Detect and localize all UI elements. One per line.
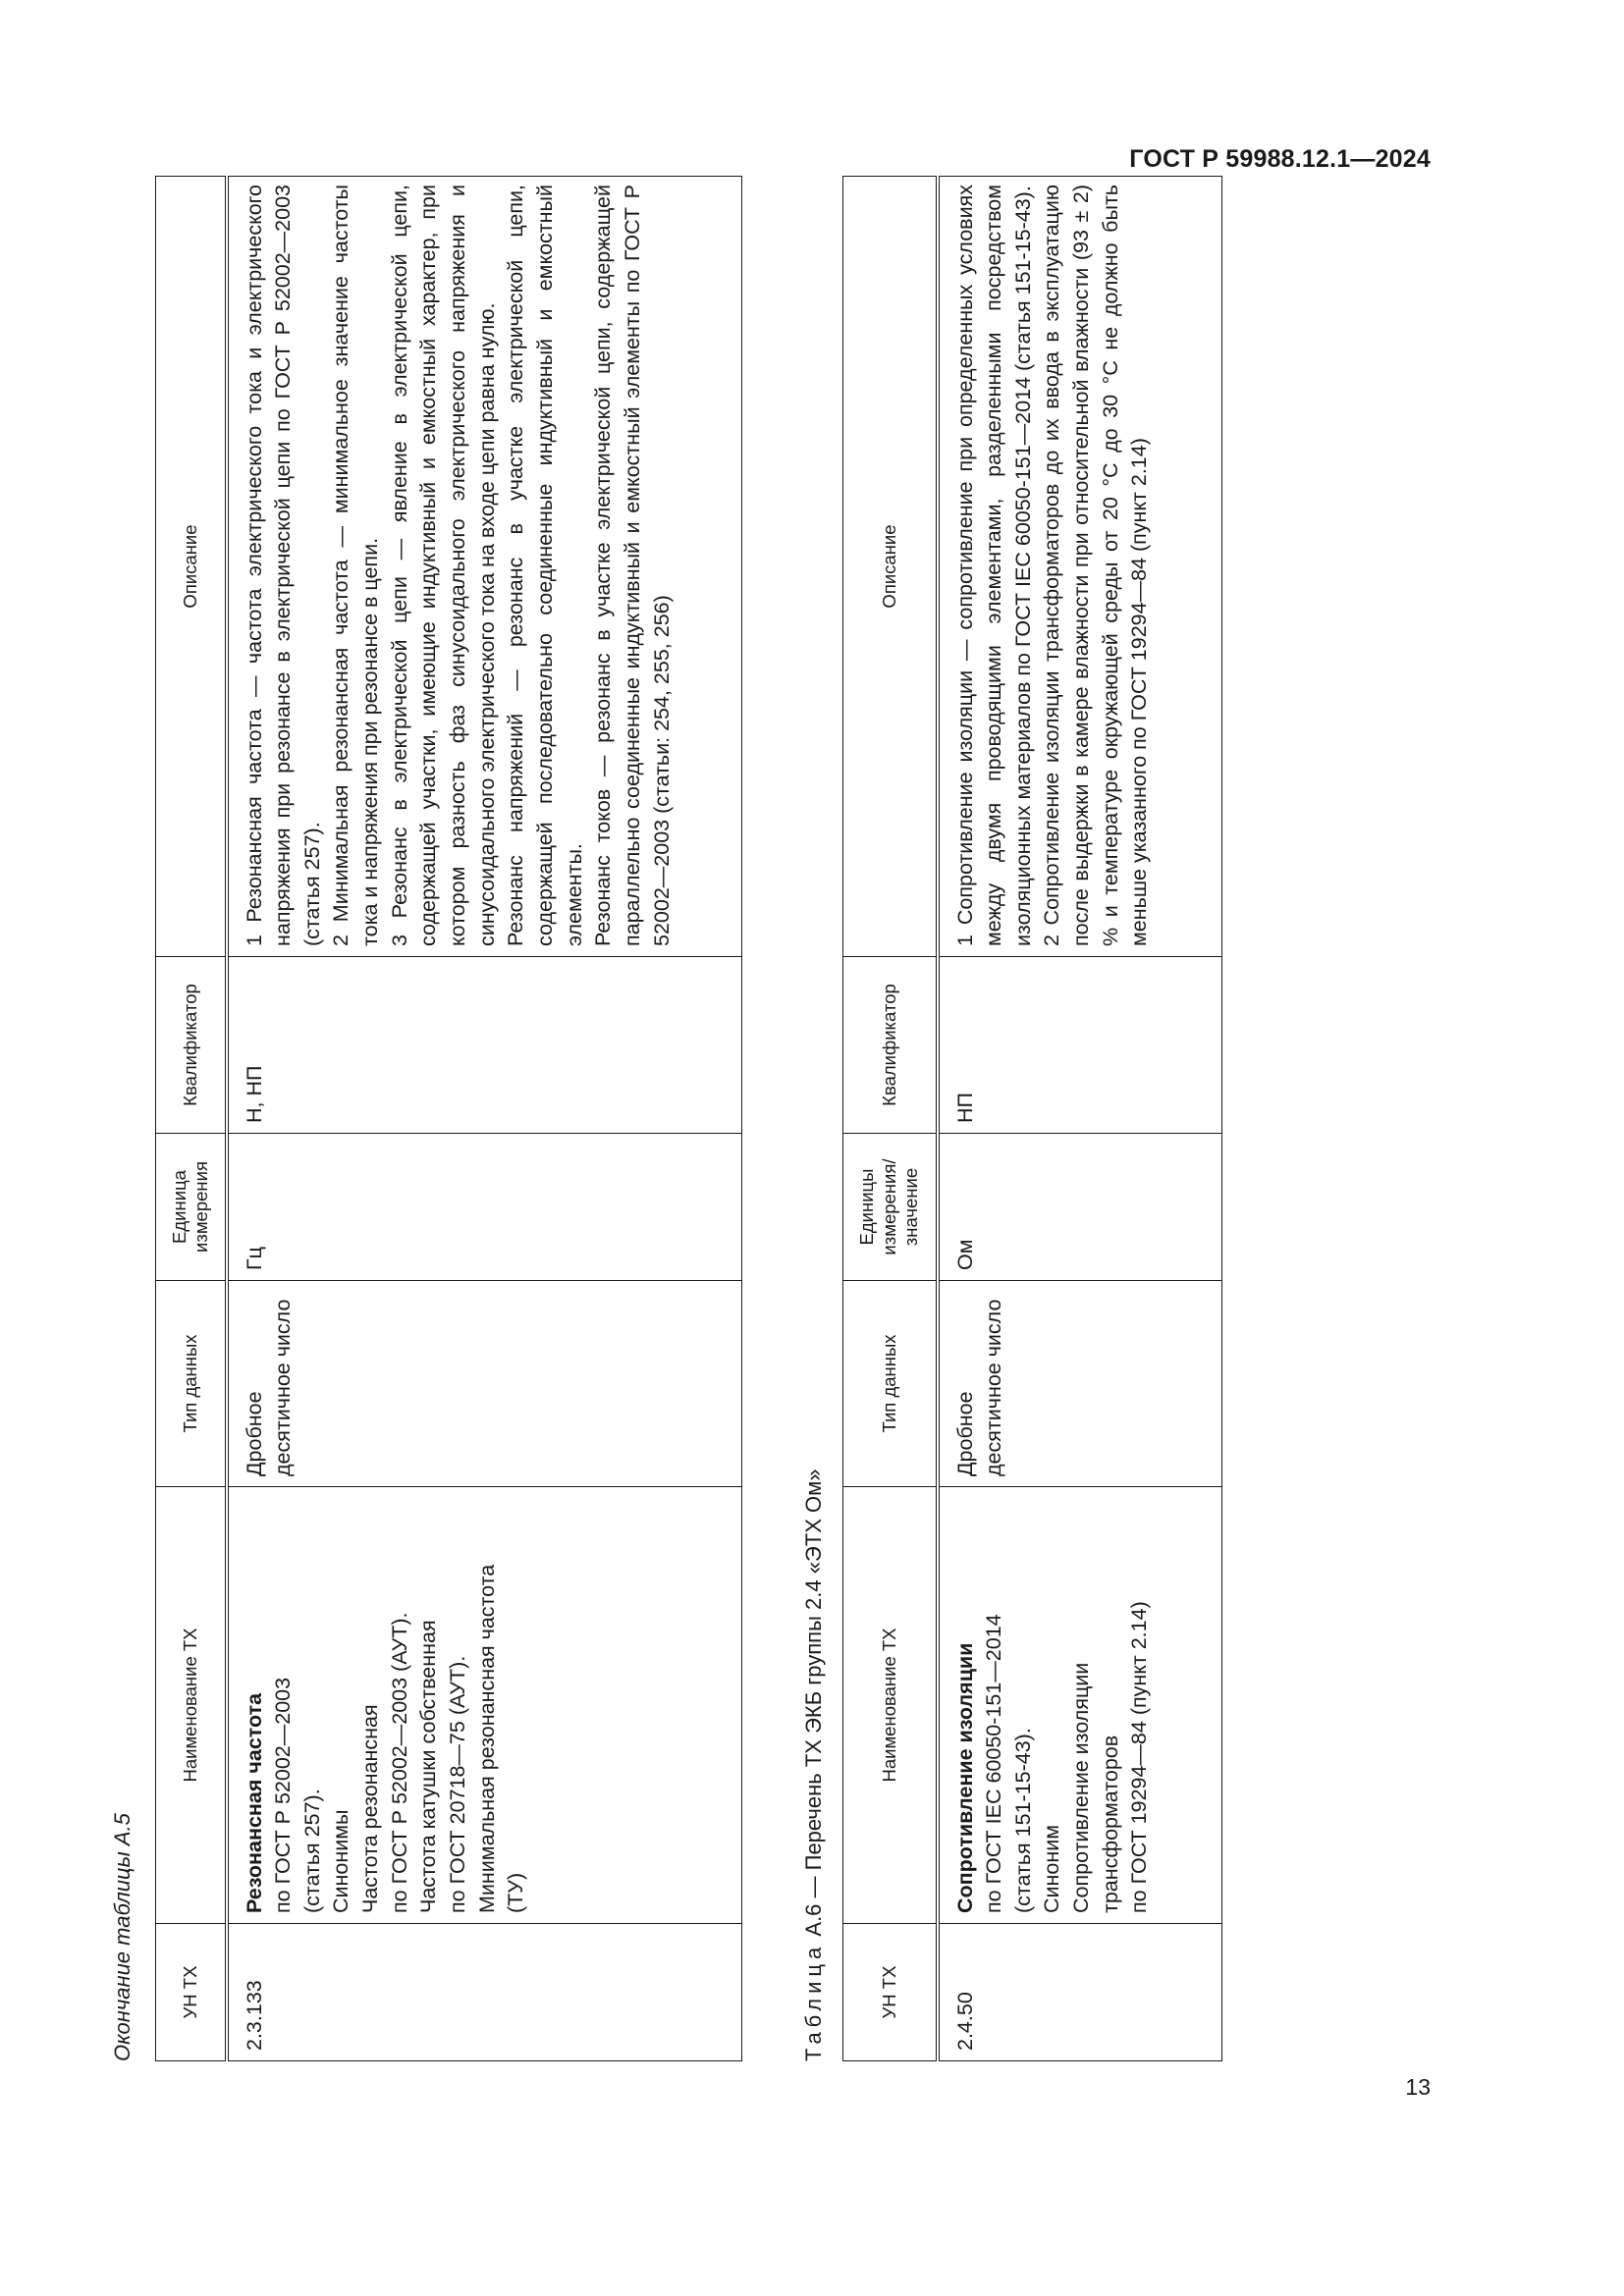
cell-qualifier: Н, НП [227, 957, 742, 1134]
col-header-id: УН ТХ [156, 1924, 227, 2061]
rotated-tables-area [106, 118, 1225, 2061]
table-a6-header-row [843, 177, 938, 2061]
cell-data-type: Дробное десятичное число [227, 1281, 742, 1487]
cell-unit: Гц [227, 1134, 742, 1281]
table-a5-caption: Окончание таблицы А.5 [110, 1813, 135, 2061]
table-row [227, 177, 742, 2061]
name-line: Минимальная резонансная частота [474, 1564, 499, 1913]
col-header-unit: Единица измерения [156, 1134, 227, 1281]
name-line: по ГОСТ IEC 60050-151—2014 [982, 1614, 1006, 1913]
name-line: по ГОСТ Р 52002—2003 [271, 1677, 296, 1913]
description-paragraph: 1 Резонансная частота — частота электрического тока и электрического напряжения при резонансе в электрической цепи по ГОСТ Р 52002—2003 (статья 257). [242, 185, 324, 946]
description-paragraph: 2 Минимальная резонансная частота — минимальное значение частоты тока и напряжения при резонансе в цепи. [329, 185, 383, 946]
name-line: Синоним [1040, 1824, 1064, 1913]
name-line: Частота резонансная [358, 1704, 383, 1913]
name-line: (статья 151-15-43). [1010, 1728, 1035, 1913]
description-paragraph: 3 Резонанс в электрической цепи — явление в электрической цепи, содержащей участки, имеющие индуктивный и емкостный характер, при котором разность фаз синусоидального электрического напряжения и синусоидального электрического тока на входе цепи равна нулю. [387, 185, 499, 946]
col-header-data-type: Тип данных [843, 1281, 938, 1487]
col-header-data-type: Тип данных [156, 1281, 227, 1487]
table-a6 [842, 176, 1222, 2061]
description-paragraph: Резонанс напряжений — резонанс в участке электрической цепи, содержащей последовательно соединенные индуктивный и емкостный элементы. [504, 185, 586, 946]
cell-qualifier: НП [938, 957, 1222, 1134]
name-line: по ГОСТ 19294—84 (пункт 2.14) [1127, 1601, 1152, 1913]
description-paragraph: 1 Сопротивление изоляции — сопротивление при определенных условиях между двумя проводящими элементами, разделенными посредством изоляционных материалов по ГОСТ IEC 60050-151—2014 (статья 151-15-43). [952, 185, 1035, 946]
name-line: трансформаторов [1098, 1735, 1122, 1913]
name-title: Сопротивление изоляции [952, 1642, 977, 1913]
name-line: Сопротивление изоляции [1069, 1662, 1094, 1913]
table-row [938, 177, 1222, 2061]
name-title: Резонансная частота [242, 1692, 266, 1913]
table-a6-caption-text: А.6 — Перечень ТХ ЭКБ группы 2.4 «ЭТХ Ом» [801, 1468, 826, 1937]
table-a5 [155, 176, 742, 2061]
col-header-qualifier: Квалификатор [843, 957, 938, 1134]
cell-name [227, 1487, 742, 1924]
name-line: (статья 257). [299, 1789, 324, 1913]
page-number: 13 [1405, 2074, 1431, 2100]
cell-description [227, 177, 742, 957]
document-header: ГОСТ Р 59988.12.1—2024 [1129, 145, 1431, 173]
name-line: по ГОСТ 20718—75 (АУТ). [446, 1655, 470, 1913]
cell-unit: Ом [938, 1134, 1222, 1281]
name-line: (ТУ) [504, 1872, 528, 1913]
col-header-description: Описание [156, 177, 227, 957]
cell-id: 2.4.50 [938, 1924, 1222, 2061]
col-header-qualifier: Квалификатор [156, 957, 227, 1134]
col-header-description: Описание [843, 177, 938, 957]
name-line: по ГОСТ Р 52002—2003 (АУТ). [387, 1612, 411, 1913]
col-header-name: Наименование ТХ [843, 1487, 938, 1924]
table-a5-header-row [156, 177, 227, 2061]
col-header-name: Наименование ТХ [156, 1487, 227, 1924]
table-a6-caption [801, 1469, 827, 2061]
cell-description [938, 177, 1222, 957]
cell-name [938, 1487, 1222, 1924]
cell-data-type: Дробное десятичное число [938, 1281, 1222, 1487]
name-line: Частота катушки собственная [416, 1620, 441, 1913]
col-header-unit: Единицы измерения/значение [843, 1134, 938, 1281]
description-paragraph: 2 Сопротивление изоляции трансформаторов до их ввода в эксплуатацию после выдержки в камере влажности при относительной влажности (93 ± 2) % и температуре окружающей среды от 20 °С до 30 °С не должно быть меньше указанного по ГОСТ 19294—84 (пункт 2.14) [1040, 185, 1152, 946]
col-header-id: УН ТХ [843, 1924, 938, 2061]
table-a6-caption-prefix: Таблица [801, 1942, 826, 2061]
name-line: Синонимы [329, 1809, 353, 1913]
cell-id: 2.3.133 [227, 1924, 742, 2061]
description-paragraph: Резонанс токов — резонанс в участке электрической цепи, содержащей параллельно соединенные индуктивный и емкостный элементы по ГОСТ Р 52002—2003 (статьи: 254, 255, 256) [591, 185, 674, 946]
